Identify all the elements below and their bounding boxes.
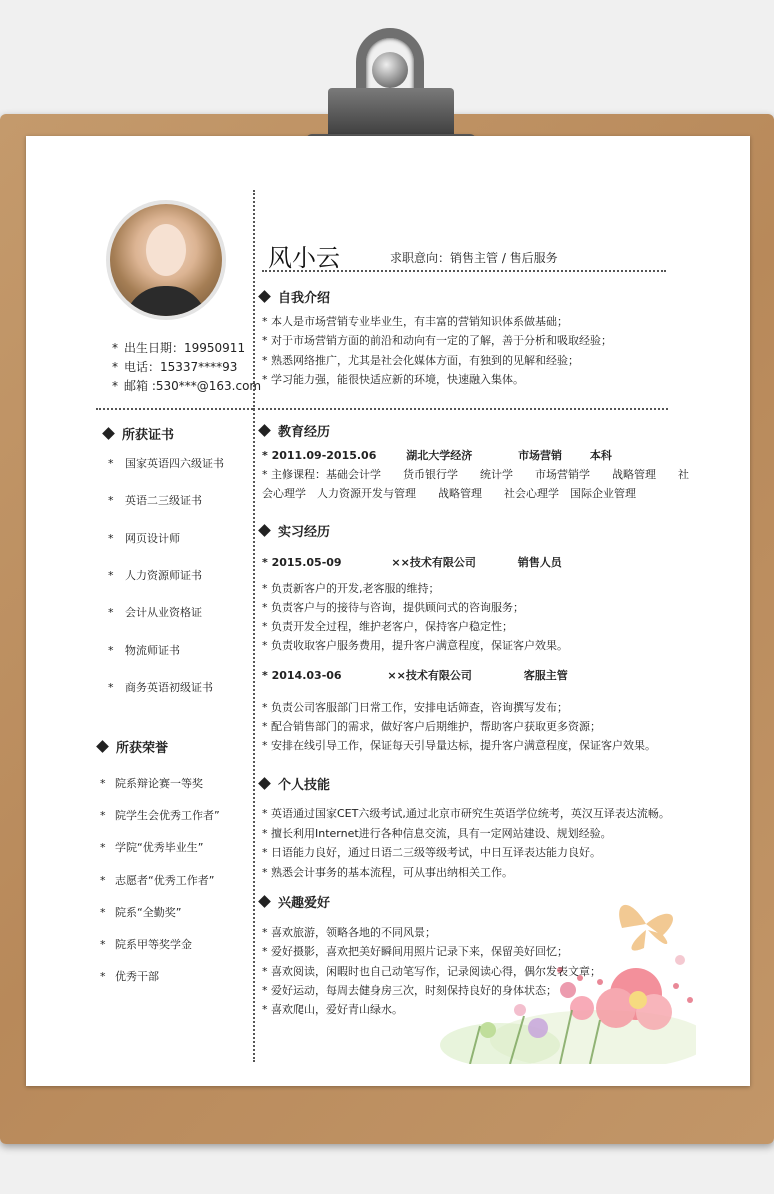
intro-item: * 学习能力强，能很快适应新的环境，快速融入集体。 xyxy=(262,372,524,386)
skill-item: * 英语通过国家CET六级考试,通过北京市研究生英语学位统考，英汉互译表达流畅。 xyxy=(262,807,670,820)
honor-item: * 志愿者“优秀工作者” xyxy=(100,873,215,887)
clip-top xyxy=(328,88,454,138)
honor-item: * 院系甲等奖学金 xyxy=(100,938,192,951)
certificate-item: * 英语二三级证书 xyxy=(108,494,202,508)
hobby-item: * 喜欢爬山，爱好青山绿水。 xyxy=(262,1003,403,1017)
job-company: ××技术有限公司 xyxy=(387,669,472,682)
duty-item: * 负责收取客户服务费用，提升客户满意程度，保证客户效果。 xyxy=(262,639,568,652)
duty-item: * 负责公司客服部门日常工作，安排电话筛查，咨询撰写发布； xyxy=(262,701,568,714)
right-section-divider xyxy=(253,408,668,410)
diamond-icon xyxy=(258,777,271,790)
honor-item: * 院系辩论赛一等奖 xyxy=(100,777,203,790)
honor-item: * 院系“全勤奖” xyxy=(100,905,182,919)
skill-item: * 日语能力良好，通过日语二三级等级考试，中日互译表达能力良好。 xyxy=(262,846,601,859)
job-row-2: * 2014.03-06 ××技术有限公司 客服主管 xyxy=(262,669,568,682)
job-role: 客服主管 xyxy=(523,669,568,682)
honor-item: * 优秀干部 xyxy=(100,970,159,984)
job-intent: 求职意向：销售主管 / 售后服务 xyxy=(390,251,558,265)
hobby-item: * 喜欢旅游，领略各地的不同风景； xyxy=(262,926,436,939)
certificates-title: 所获证书 xyxy=(104,424,174,443)
hobby-item: * 爱好运动，每周去健身房三次，时刻保持良好的身体状态； xyxy=(262,983,557,997)
education-title: 教育经历 xyxy=(260,421,330,440)
diamond-icon xyxy=(258,424,271,437)
intro-title: 自我介绍 xyxy=(260,287,330,306)
certificate-item: * 物流师证书 xyxy=(108,643,180,657)
column-divider xyxy=(253,190,255,1062)
diamond-icon xyxy=(258,290,271,303)
certificate-item: * 网页设计师 xyxy=(108,531,180,545)
email: * 邮箱 :530***@163.com xyxy=(112,379,262,393)
intro-item: * 本人是市场营销专业毕业生，有丰富的营销知识体系做基础； xyxy=(262,315,568,328)
duty-item: * 负责客户与的接待与咨询，提供顾问式的咨询服务； xyxy=(262,601,524,614)
job-period: 2015.05-09 xyxy=(271,556,342,569)
certificate-item: * 国家英语四六级证书 xyxy=(108,457,224,470)
education-school: 湖北大学经济 xyxy=(406,449,473,462)
phone: * 电话：15337****93 xyxy=(112,360,238,374)
left-section-divider xyxy=(96,408,253,410)
job-company: ××技术有限公司 xyxy=(391,556,476,569)
job-role: 销售人员 xyxy=(517,556,562,569)
education-major: 市场营销 xyxy=(518,449,563,462)
avatar-face xyxy=(146,224,186,276)
duty-item: * 负责开发全过程，维护老客户，保持客户稳定性； xyxy=(262,620,513,633)
certificate-item: * 人力资源师证书 xyxy=(108,568,202,582)
honors-title: 所获荣誉 xyxy=(98,737,168,756)
diamond-icon xyxy=(258,895,271,908)
hobby-item: * 喜欢阅读，闲暇时也自己动笔写作，记录阅读心得，偶尔发表文章； xyxy=(262,964,601,978)
job-row-1: * 2015.05-09 ××技术有限公司 销售人员 xyxy=(262,556,562,569)
hobbies-title: 兴趣爱好 xyxy=(260,892,330,911)
education-period: 2011.09-2015.06 xyxy=(271,449,377,462)
intro-item: * 熟悉网络推广，尤其是社会化媒体方面，有独到的见解和经验； xyxy=(262,353,579,367)
diamond-icon xyxy=(258,524,271,537)
certificate-item: * 会计从业资格证 xyxy=(108,606,202,620)
education-courses-2: 会心理学 人力资源开发与管理 战略管理 社会心理学 国际企业管理 xyxy=(262,487,636,500)
certificate-item: * 商务英语初级证书 xyxy=(108,680,213,694)
honor-item: * 学院“优秀毕业生” xyxy=(100,841,204,855)
duty-item: * 配合销售部门的需求，做好客户后期维护，帮助客户获取更多资源； xyxy=(262,720,601,733)
internship-title: 实习经历 xyxy=(260,521,330,540)
education-courses-1: * 主修课程：基础会计学 货币银行学 统计学 市场营销学 战略管理 社 xyxy=(262,468,689,481)
skill-item: * 熟悉会计事务的基本流程，可从事出纳相关工作。 xyxy=(262,865,513,879)
birth-date: * 出生日期：19950911 xyxy=(112,341,246,355)
candidate-name: 风小云 xyxy=(268,244,340,272)
education-degree: 本科 xyxy=(589,449,612,462)
hobby-item: * 爱好摄影，喜欢把美好瞬间用照片记录下来，保留美好回忆； xyxy=(262,945,568,959)
duty-item: * 负责新客户的开发,老客服的维持； xyxy=(262,582,440,595)
diamond-icon xyxy=(96,740,109,753)
avatar xyxy=(110,204,222,316)
intro-item: * 对于市场营销方面的前沿和动向有一定的了解，善于分析和吸取经验； xyxy=(262,334,612,348)
avatar-shirt xyxy=(124,286,208,316)
duty-item: * 安排在线引导工作，保证每天引导量达标，提升客户满意程度，保证客户效果。 xyxy=(262,739,656,752)
skills-title: 个人技能 xyxy=(260,774,330,793)
honor-item: * 院学生会优秀工作者” xyxy=(100,809,220,823)
job-period: 2014.03-06 xyxy=(271,669,342,682)
education-row: * 2011.09-2015.06 湖北大学经济 市场营销 本科 xyxy=(262,449,612,462)
clip-rivet xyxy=(372,52,408,88)
diamond-icon xyxy=(102,427,115,440)
skill-item: * 擅长利用Internet进行各种信息交流，具有一定网站建设、规划经验。 xyxy=(262,826,612,840)
